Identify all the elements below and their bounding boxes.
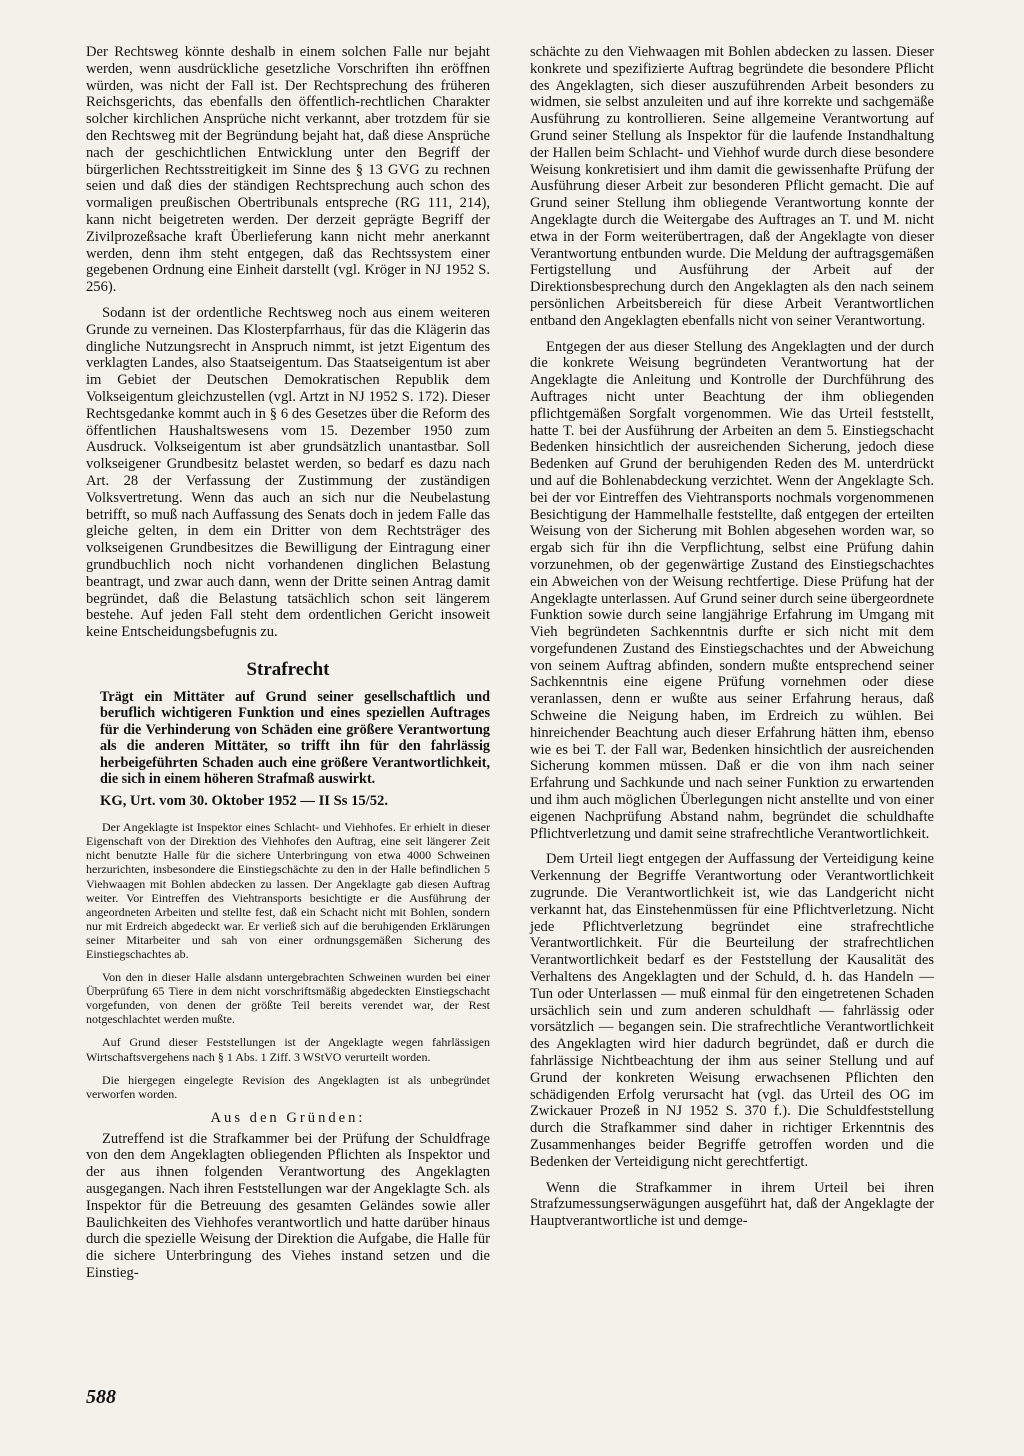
page-number: 588 (86, 1386, 116, 1408)
right-column (530, 44, 934, 1239)
paragraph: Sodann ist der ordentliche Rechtsweg noch aus einem weiteren Grunde zu verneinen. Das Klosterpfarrhaus, für das die Klägerin das dingliche Nutzungsrecht in Anspruch nimmt, ist jetzt Eigentum des verklagten Landes, also Staatseigentum. Das Staatseigentum ist aber im Gebiet der Deutschen Demokratischen Republik dem Volkseigentum gleichzustellen (vgl. Artzt in NJ 1952 S. 172). Dieser Rechtsgedanke kommt auch in § 6 des Gesetzes über die Reform des öffentlichen Haushaltswesens vom 15. Dezember 1950 zum Ausdruck. Volkseigentum ist aber grundsätzlich unantastbar. Soll volkseigener Grundbesitz belastet werden, so bedarf es dazu nach Art. 28 der Verfassung der Zustimmung der zuständigen Volksvertretung. Wenn das auch an sich nur die Neubelastung betrifft, so muß nach Auffassung des Senats doch in jedem Falle das gleiche gelten, in dem ein Dritter von dem Rechtsträger des volkseigenen Grundbesitzes die Bewilligung der Eintragung einer grundbuchlich noch nicht vorhandenen dinglichen Belastung beantragt, und zwar auch dann, wenn der Dritte seinen Antrag damit begründet, daß die Belastung tatsächlich schon seit längerem bestehe. Auf jeden Fall steht dem ordentlichen Gericht insoweit keine Entscheidungsbefugnis zu. (86, 304, 490, 641)
facts-paragraph: Auf Grund dieser Feststellungen ist der Angeklagte wegen fahrlässigen Wirtschaftsvergehens nach § 1 Abs. 1 Ziff. 3 WStVO verurteilt worden. (86, 1035, 490, 1064)
headnote: Trägt ein Mittäter auf Grund seiner gesellschaftlich und beruflich wichtigeren Funktion und eines speziellen Auftrages für die Verhinderung von Schäden eine größere Verantwortung als die anderen Mittäter, so trifft ihn für den fahrlässig herbeigeführten Schaden auch eine größere Verantwortlichkeit, die sich in einem höheren Strafmaß auswirkt. (100, 688, 490, 787)
paragraph: Zutreffend ist die Strafkammer bei der Prüfung der Schuldfrage von den dem Angeklagten obliegenden Pflichten als Inspektor und der aus ihnen folgenden Verantwortung des Angeklagten ausgegangen. Nach ihren Feststellungen war der Angeklagte Sch. als Inspektor für die Betreuung des gesamten Geländes sowie aller Baulichkeiten des Viehhofes verantwortlich und hatte darüber hinaus durch die spezielle Weisung der Direktion die Aufgabe, die Halle für die sichere Unterbringung des Viehes instand setzen und die Einstieg- (86, 1130, 490, 1281)
facts-paragraph: Der Angeklagte ist Inspektor eines Schlacht- und Viehhofes. Er erhielt in dieser Eigenschaft von der Direktion des Viehhofes den Auftrag, eine seit längerer Zeit nicht benutzte Halle für die sichere Unterbringung von etwa 4000 Schweinen herzurichten, insbesondere die Einstiegschächte zu den in der Halle befindlichen 5 Viehwaagen mit Bohlen abdecken zu lassen. Der Angeklagte gab diesen Auftrag weiter. Vor Eintreffen des Viehtransports besichtigte er die Ausführung der angeordneten Arbeiten und stellte fest, daß ein Schacht nicht mit Bohlen, sondern nur mit Erdreich abgedeckt war. Er verließ sich auf die beruhigenden Erklärungen seiner Mitarbeiter und sah von einer ordnungsgemäßen Sicherung des Einstiegschachtes ab. (86, 820, 490, 961)
paragraph: schächte zu den Viehwaagen mit Bohlen abdecken zu lassen. Dieser konkrete und spezifizierte Auftrag begründete die besondere Pflicht des Angeklagten, sich dieser auszuführenden Arbeit besonders zu widmen, sie selbst anzuleiten und auf ihre korrekte und sachgemäße Ausführung zu kontrollieren. Seine allgemeine Verantwortung auf Grund seiner Stellung als Inspektor für die laufende Instandhaltung der Hallen beim Schlacht- und Viehhof wurde durch diese besondere Weisung konkretisiert und ihm damit die gewissenhafte Prüfung der Ausführung dieser Arbeit zur besonderen Pflicht gemacht. Die auf Grund seiner Stellung ihm obliegende Verantwortung konnte der Angeklagte durch die Weitergabe des Auftrages an T. und M. nicht etwa in der Form weiterübertragen, daß der Angeklagte von dieser Verantwortung entbunden wurde. Die Meldung der auftragsgemäßen Fertigstellung und Ausführung der Arbeit auf der Direktionsbesprechung durch den Angeklagten als den nach seinem persönlichen Arbeitsbereich für diese Arbeit Verantwortlichen entband den Angeklagten ebenfalls nicht von seiner Verantwortung. (530, 44, 934, 329)
left-column (86, 44, 490, 1291)
case-citation: KG, Urt. vom 30. Oktober 1952 — II Ss 15/52. (100, 793, 388, 810)
paragraph: Der Rechtsweg könnte deshalb in einem solchen Falle nur bejaht werden, wenn ausdrückliche gesetzliche Vorschriften ihn eröffnen würden, was nicht der Fall ist. Der Rechtsprechung des früheren Reichsgerichts, das ebenfalls den öffentlich-rechtlichen Charakter solcher kirchlichen Ansprüche nicht verkannt, aber trotzdem für sie den Rechtsweg mit der Begründung bejaht hat, daß diese Ansprüche nach der geschichtlichen Entwicklung unter den Begriff der bürgerlichen Rechtsstreitigkeit im Sinne des § 13 GVG zu rechnen seien und daß dies der ständigen Rechtsprechung auch schon des vormaligen preußischen Obertribunals entspreche (RG 111, 214), kann nicht beigetreten werden. Der derzeit geprägte Begriff der Zivilprozeßsache kraft Überlieferung kann nicht mehr anerkannt werden, denn ihm steht entgegen, daß das Rechtssystem einer gegebenen Ordnung eine Einheit darstellt (vgl. Kröger in NJ 1952 S. 256). (86, 44, 490, 296)
facts-paragraph: Von den in dieser Halle alsdann untergebrachten Schweinen wurden bei einer Überprüfung 65 Tiere in dem nicht vorschriftsmäßig abgedeckten Einstiegschacht vorgefunden, von denen der größte Teil bereits verendet war, der Rest notgeschlachtet werden mußte. (86, 970, 490, 1027)
paragraph: Entgegen der aus dieser Stellung des Angeklagten und der durch die konkrete Weisung begründeten Verantwortung hat der Angeklagte die Anleitung und Kontrolle der Durchführung des Auftrages nicht unter Beachtung der ihm obliegenden pflichtgemäßen Sorgfalt vorgenommen. Wie das Urteil feststellt, hatte T. bei der Ausführung der Arbeiten an dem 5. Einstiegschacht Bedenken hinsichtlich der ausreichenden Sicherung, jedoch diese Bedenken auf Grund der beruhigenden Reden des M. unterdrückt und auf die Bohlenabdeckung verzichtet. Wenn der Angeklagte Sch. bei der vor Eintreffen des Viehtransports nochmals vorgenommenen Besichtigung der Hammelhalle feststellte, daß entgegen der erteilten Weisung von der Sicherung mit Bohlen abgesehen worden war, so ergab sich für ihn die Verpflichtung, selbst eine Prüfung dahin vorzunehmen, ob der gegenwärtige Zustand des Einstiegschachtes ein Abweichen von der Weisung rechtfertige. Diese Prüfung hat der Angeklagte unterlassen. Auf Grund seiner durch seine übergeordnete Funktion sowie durch seine langjährige Erfahrung im Umgang mit Vieh begründeten Sachkenntnis durfte er sich nicht mit dem vorgefundenen Zustand des Einstiegschachtes und der Abweichung von seinem Auftrag abfinden, sondern mußte entsprechend seiner Sachkenntnis eine eigene Prüfung vornehmen oder diese veranlassen, denn er wußte aus seiner Erfahrung heraus, daß Schweine die Neigung haben, im Erdreich zu wühlen. Bei hinreichender Beachtung auch dieser Erfahrung hätten ihm, ebenso wie es bei T. der Fall war, Bedenken hinsichtlich der ausreichenden Sicherung kommen müssen. Daß er die von ihm nach seiner Erfahrung und Sachkunde und nach seiner Funktion zu erwartenden und ihm auch möglichen Überlegungen nicht anstellte und von einer eigenen Nachprüfung Abstand nahm, begründet die schuldhafte Pflichtverletzung und damit seine strafrechtliche Verantwortlichkeit. (530, 338, 934, 842)
facts-paragraph: Die hiergegen eingelegte Revision des Angeklagten ist als unbegründet verworfen worden. (86, 1072, 490, 1101)
reasons-heading: Aus den Gründen: (210, 1109, 366, 1126)
section-title: Strafrecht (246, 658, 330, 680)
paragraph: Dem Urteil liegt entgegen der Auffassung der Verteidigung keine Verkennung der Begriffe Verantwortung oder Verantwortlichkeit zugrunde. Die Verantwortlichkeit ist, wie das Landgericht nicht verkannt hat, das Einstehenmüssen für eine Pflichtverletzung. Nicht jede Pflichtverletzung begründet eine strafrechtliche Verantwortlichkeit. Für die Beurteilung der strafrechtlichen Verantwortlichkeit bedarf es der Feststellung der Kausalität des Verhaltens des Angeklagten und der Schuld, d. h. das Handeln — Tun oder Unterlassen — muß einmal für den eingetretenen Schaden ursächlich sein und zum anderen schuldhaft — fahrlässig oder vorsätzlich — begangen sein. Die strafrechtliche Verantwortlichkeit des Angeklagten wird hier dadurch begründet, daß er durch die fahrlässige Nichtbeachtung der ihm aus seiner Stellung und auf Grund der konkreten Weisung erwachsenen Pflichten den schädigenden Erfolg verursacht hat (vgl. das Urteil des OG im Zwickauer Prozeß in NJ 1952 S. 370 f.). Die Schuldfeststellung durch die Strafkammer sind daher in richtiger Erkenntnis des Zusammenhanges beider Begriffe getroffen worden und die Bedenken der Verteidigung nicht gerechtfertigt. (530, 851, 934, 1170)
paragraph: Wenn die Strafkammer in ihrem Urteil bei ihren Strafzumessungserwägungen ausgeführt hat, daß der Angeklagte der Hauptverantwortliche ist und demge- (530, 1179, 934, 1230)
